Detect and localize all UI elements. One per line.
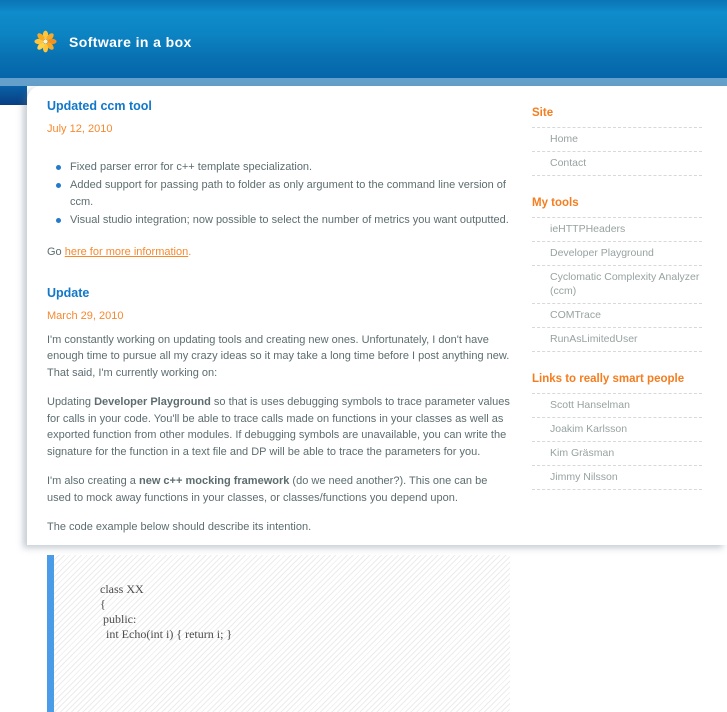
post-date: July 12, 2010 <box>47 123 113 135</box>
bullet-item: Visual studio integration; now possible to select the number of metrics you want outputted. <box>47 212 510 230</box>
sidebar-list <box>532 217 702 352</box>
sidebar-item <box>532 265 702 303</box>
post-title[interactable]: Updated ccm tool <box>47 99 152 113</box>
sidebar-link[interactable]: Developer Playground <box>550 247 654 259</box>
sidebar-link[interactable]: Joakim Karlsson <box>550 423 628 435</box>
sidebar-link[interactable]: Contact <box>550 157 587 169</box>
sidebar-item <box>532 217 702 241</box>
code-block <box>47 555 510 712</box>
post-date: March 29, 2010 <box>47 309 124 322</box>
sidebar-item <box>532 303 702 327</box>
content-box <box>27 86 727 641</box>
post-paragraph: Updating Developer Playground so that is uses debugging symbols to trace parameter values for calls in your code. You'll be able to trace calls made on functions in your classes as well as exported function from other modules. If debugging symbols are unavailable, you can write the signature for the function in a text file and DP will be able to trace the parameters for you. <box>47 396 510 458</box>
sidebar-link[interactable]: Jimmy Nilsson <box>550 471 618 483</box>
sidebar-link[interactable]: Kim Gräsman <box>550 447 615 459</box>
sidebar-item <box>532 151 702 175</box>
post-paragraph: The code example below should describe its intention. <box>47 521 312 533</box>
bullet-item: Added support for passing path to folder as only argument to the command line version of ccm. <box>47 177 510 212</box>
sidebar-link[interactable]: Scott Hanselman <box>550 399 630 411</box>
post-update <box>47 286 510 712</box>
site-title[interactable]: Software in a box <box>69 33 192 50</box>
sidebar-item <box>532 393 702 417</box>
sidebar-list <box>532 127 702 176</box>
sidebar-item <box>532 417 702 441</box>
sidebar-heading: Links to really smart people <box>532 373 685 385</box>
left-notch-decoration <box>0 86 27 105</box>
header-bottom-band <box>0 78 727 86</box>
more-info-paragraph <box>47 244 510 261</box>
page <box>0 86 727 641</box>
sidebar-section <box>532 197 702 352</box>
sidebar-link[interactable]: RunAsLimitedUser <box>550 333 638 345</box>
sidebar-link[interactable]: Home <box>550 133 579 145</box>
sidebar-heading: My tools <box>532 197 579 209</box>
sidebar-link[interactable]: COMTrace <box>550 309 601 321</box>
brand <box>34 30 192 53</box>
bullet-item: Fixed parser error for c++ template specialization. <box>47 159 510 177</box>
site-header <box>0 0 727 78</box>
sidebar-heading: Site <box>532 107 554 119</box>
sidebar <box>532 86 702 545</box>
sidebar-item <box>532 441 702 465</box>
sidebar-item <box>532 127 702 151</box>
more-suffix: . <box>188 246 192 258</box>
sidebar-section <box>532 373 702 490</box>
post-title[interactable]: Update <box>47 285 90 300</box>
sidebar-list <box>532 393 702 490</box>
code-snippet: class XX { public: int Echo(int i) { return i; } <box>100 581 233 641</box>
post-paragraph: I'm constantly working on updating tools and creating new ones. Unfortunately, I don't have enough time to pursue all my crazy ideas so it may take a long time before I post anything new. That said, I'm currently working on: <box>47 333 510 379</box>
sidebar-item <box>532 241 702 265</box>
sidebar-link[interactable]: ieHTTPHeaders <box>550 223 626 235</box>
more-info-link[interactable]: here for more information <box>64 246 189 258</box>
main-content <box>27 86 510 641</box>
sidebar-item <box>532 327 702 351</box>
post-paragraph: I'm also creating a new c++ mocking framework (do we need another?). This one can be used to mock away functions in your classes, or classes/functions you depend upon. <box>47 475 488 504</box>
more-prefix: Go <box>47 246 65 258</box>
sidebar-item <box>532 465 702 489</box>
sidebar-section <box>532 107 702 176</box>
logo-flower-icon <box>34 30 57 53</box>
post-updated-ccm-tool <box>47 99 510 261</box>
post-bullets <box>47 159 510 229</box>
sidebar-link[interactable]: Cyclomatic Complexity Analyzer (ccm) <box>550 271 700 297</box>
